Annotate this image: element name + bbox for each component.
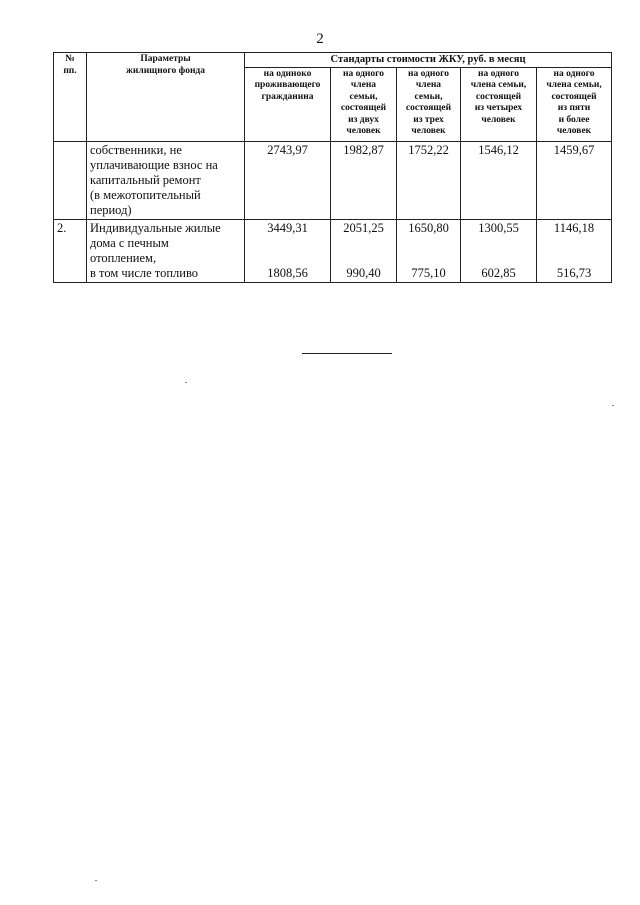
value-family-5plus: 1459,67 bbox=[537, 141, 612, 219]
row-param: Индивидуальные жилые дома с печным отоплением, в том числе топливо bbox=[87, 219, 245, 282]
sub-header-family-3: на одного члена семьи, состоящей из трех человек bbox=[397, 67, 461, 141]
row-param: собственники, не уплачивающие взнос на капитальный ремонт (в межотопительный период) bbox=[87, 141, 245, 219]
value-family-2: 2051,25 bbox=[343, 220, 384, 235]
row-number bbox=[54, 141, 87, 219]
fuel-value-single: 1808,56 bbox=[267, 265, 308, 280]
cost-standards-header: Стандарты стоимости ЖКУ, руб. в месяц bbox=[245, 53, 612, 68]
value-family-4: 1300,55 bbox=[478, 220, 519, 235]
scan-speck bbox=[612, 405, 614, 406]
scan-speck bbox=[185, 382, 187, 383]
sub-header-family-4: на одного члена семьи, состоящей из четырех человек bbox=[461, 67, 537, 141]
value-single: 2743,97 bbox=[245, 141, 331, 219]
housing-cost-standards-table bbox=[53, 52, 612, 283]
value-cell-family-5plus bbox=[537, 219, 612, 282]
table-row bbox=[54, 219, 612, 282]
value-family-2: 1982,87 bbox=[331, 141, 397, 219]
sub-header-family-5plus: на одного члена семьи, состоящей из пяти и более человек bbox=[537, 67, 612, 141]
sub-header-family-2: на одного члена семьи, состоящей из двух человек bbox=[331, 67, 397, 141]
value-single: 3449,31 bbox=[267, 220, 308, 235]
page-number: 2 bbox=[316, 31, 324, 47]
value-cell-family-3 bbox=[397, 219, 461, 282]
fuel-value-family-5plus: 516,73 bbox=[556, 265, 592, 280]
end-divider-line bbox=[302, 353, 392, 354]
fuel-value-family-4: 602,85 bbox=[481, 265, 516, 280]
fuel-value-family-3: 775,10 bbox=[411, 265, 446, 280]
col-num-header: № пп. bbox=[54, 53, 87, 142]
value-family-5plus: 1146,18 bbox=[553, 220, 595, 235]
value-family-3: 1752,22 bbox=[397, 141, 461, 219]
value-family-3: 1650,80 bbox=[408, 220, 449, 235]
table-row bbox=[54, 141, 612, 219]
sub-header-single: на одиноко проживающего гражданина bbox=[245, 67, 331, 141]
value-cell-single bbox=[245, 219, 331, 282]
row-number: 2. bbox=[54, 219, 87, 282]
col-params-header: Параметры жилищного фонда bbox=[87, 53, 245, 142]
value-family-4: 1546,12 bbox=[461, 141, 537, 219]
fuel-value-family-2: 990,40 bbox=[346, 265, 381, 280]
scan-speck bbox=[95, 880, 97, 881]
value-cell-family-4 bbox=[461, 219, 537, 282]
value-cell-family-2 bbox=[331, 219, 397, 282]
